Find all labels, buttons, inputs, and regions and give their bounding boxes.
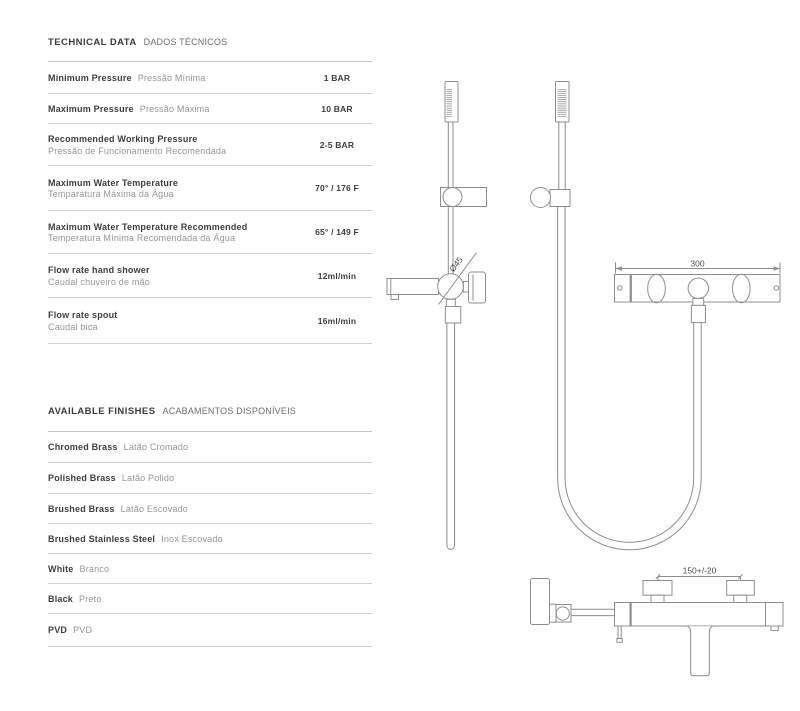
top-view-drawing bbox=[615, 259, 781, 323]
hose-front bbox=[447, 323, 455, 549]
spec-label-en: Flow rate hand shower bbox=[48, 265, 150, 275]
finish-name-pt: Preto bbox=[79, 593, 102, 604]
arrow-left bbox=[616, 266, 623, 270]
finish-name-en: Chromed Brass bbox=[48, 442, 118, 452]
diverter-lever bbox=[618, 626, 621, 639]
finish-name-en: Brushed Brass bbox=[48, 503, 115, 514]
mixer-bar-body bbox=[615, 603, 784, 627]
spec-label-pt: Pressão de Funcionamento Recomendada bbox=[48, 145, 227, 156]
bottom-view-drawing bbox=[531, 566, 784, 676]
spec-value: 12ml/min bbox=[317, 270, 357, 281]
spec-value: 70° / 176 F bbox=[315, 183, 359, 193]
available-finishes-title-en: AVAILABLE FINISHES bbox=[48, 406, 156, 417]
front-view-drawing bbox=[387, 82, 487, 550]
holder-step bbox=[550, 604, 557, 622]
side-view-drawing bbox=[531, 82, 705, 550]
finish-name-pt: Latão Escovado bbox=[120, 503, 188, 514]
arrow-right bbox=[774, 266, 781, 270]
outlet-nut bbox=[693, 298, 704, 305]
spec-label-pt: Temperatura Mínima Recomendada da Água bbox=[48, 233, 236, 243]
finish-name-en: Black bbox=[48, 593, 74, 604]
hose-outer bbox=[558, 207, 705, 550]
bar-aerator-nub bbox=[771, 626, 778, 631]
valve-handle bbox=[469, 272, 486, 303]
spec-value: 65° / 149 F bbox=[315, 227, 359, 237]
valve-diameter-label: Ø45 bbox=[447, 254, 465, 274]
spec-label-pt: Temparatura Máxima da Água bbox=[48, 189, 174, 199]
outlet-collar bbox=[691, 305, 705, 322]
shower-wand-side bbox=[559, 122, 565, 190]
finish-name-en: Polished Brass bbox=[48, 473, 116, 483]
diverter-lever-tip bbox=[617, 639, 622, 643]
valve-body bbox=[438, 274, 464, 300]
technical-data-title-pt: DADOS TÉCNICOS bbox=[143, 37, 228, 47]
bar-width-label: 300 bbox=[690, 258, 705, 269]
spray-face-hatch-side bbox=[558, 89, 567, 117]
spout bbox=[387, 279, 439, 295]
handle-distance-label: 150+/-20 bbox=[682, 565, 717, 576]
spec-value: 16ml/min bbox=[317, 315, 357, 326]
spec-label-pt: Pressão Mínima bbox=[137, 72, 206, 83]
holder-ring bbox=[556, 607, 569, 620]
spec-value: 1 BAR bbox=[323, 72, 351, 83]
spec-label-en: Maximum Water Temperature bbox=[48, 177, 179, 188]
hose-nut bbox=[446, 299, 455, 306]
technical-data-title-en: TECHNICAL DATA bbox=[48, 37, 137, 48]
spout-aerator bbox=[391, 295, 399, 300]
finish-name-pt: PVD bbox=[73, 625, 93, 635]
available-finishes-title-pt: ACABAMENTOS DISPONÍVEIS bbox=[162, 406, 296, 416]
finish-name-en: Brushed Stainless Steel bbox=[48, 533, 156, 544]
spec-label-en: Minimum Pressure bbox=[48, 72, 132, 83]
wall-plate bbox=[531, 579, 550, 625]
connecting-arm bbox=[571, 609, 615, 615]
spec-label-en: Recommended Working Pressure bbox=[48, 134, 198, 144]
spec-label-pt: Caudal chuveiro de mão bbox=[48, 276, 150, 287]
spec-value: 2-5 BAR bbox=[319, 139, 355, 150]
spec-label-pt: Caudal bica bbox=[48, 321, 98, 332]
finish-name-pt: Latão Polido bbox=[121, 473, 175, 483]
tub-spout bbox=[687, 626, 712, 676]
handle-stem bbox=[463, 282, 468, 293]
spec-label-en: Maximum Pressure bbox=[48, 103, 134, 114]
shower-wand bbox=[448, 122, 453, 188]
right-handle-knob bbox=[727, 581, 755, 596]
spec-label-en: Flow rate spout bbox=[48, 310, 118, 320]
spec-label-en: Maximum Water Temperature Recommended bbox=[48, 221, 248, 232]
left-knob-neck bbox=[651, 595, 664, 602]
finish-name-pt: Inox Escovado bbox=[161, 533, 223, 544]
spec-value: 10 BAR bbox=[321, 103, 353, 114]
finish-name-en: PVD bbox=[48, 625, 68, 635]
hose-inner bbox=[565, 207, 694, 543]
finish-name-pt: Latão Cromado bbox=[123, 442, 189, 452]
holder-bracket bbox=[550, 190, 570, 207]
slider-knob bbox=[443, 188, 462, 207]
spec-label-pt: Pressão Máxima bbox=[139, 103, 210, 114]
finish-name-en: White bbox=[48, 563, 74, 574]
left-handle-knob bbox=[643, 581, 672, 596]
right-knob-neck bbox=[734, 595, 747, 602]
holder-knob bbox=[531, 188, 551, 208]
finish-name-pt: Branco bbox=[79, 563, 110, 574]
spray-face-hatch bbox=[447, 89, 453, 117]
hose-outlet-ball bbox=[688, 278, 708, 298]
hose-collar bbox=[445, 307, 461, 324]
